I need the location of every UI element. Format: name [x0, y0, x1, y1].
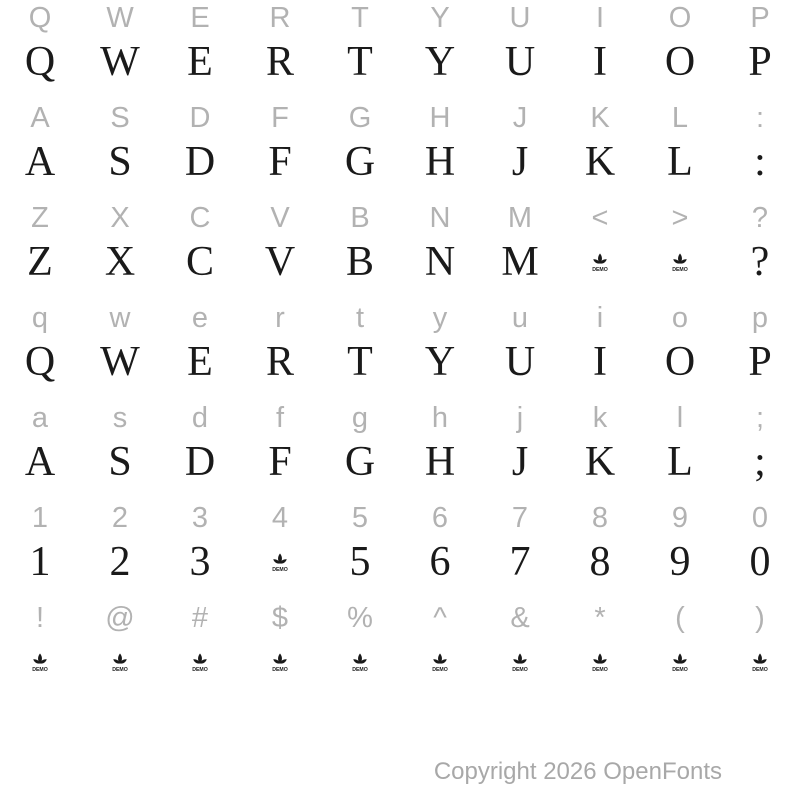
label-char: Y [430, 1, 450, 34]
label-char: F [271, 101, 289, 134]
label-char: I [595, 1, 605, 34]
label-char: D [189, 101, 211, 134]
label-char: P [750, 1, 770, 34]
label-char: p [751, 301, 769, 334]
label-char: j [516, 401, 524, 434]
specimen-char: G [344, 439, 376, 485]
label-char: A [30, 101, 50, 134]
label-char: L [671, 101, 689, 134]
specimen-char-locked [560, 636, 640, 688]
keyboard-label-row [0, 500, 800, 536]
demo-placeholder-glyph [587, 252, 613, 272]
keyboard-label-row [0, 200, 800, 236]
specimen-char: R [265, 339, 294, 385]
label-char: q [31, 301, 49, 334]
label-char: 8 [591, 501, 609, 534]
fleuron-icon [107, 652, 133, 672]
demo-caption: DEMO [672, 267, 688, 272]
specimen-char-locked [640, 636, 720, 688]
label-char: V [270, 201, 290, 234]
label-char: * [594, 601, 606, 634]
demo-caption: DEMO [352, 667, 368, 672]
specimen-char: F [268, 439, 292, 485]
specimen-char-locked [240, 536, 320, 588]
demo-caption: DEMO [272, 667, 288, 672]
label-char: e [191, 301, 209, 334]
specimen-char: R [265, 39, 294, 85]
specimen-glyph-row [0, 636, 800, 688]
specimen-row-pair [0, 500, 800, 600]
label-char: H [429, 101, 451, 134]
specimen-char: U [504, 339, 536, 385]
specimen-row-pair [0, 400, 800, 500]
label-char: a [31, 401, 49, 434]
specimen-char: C [185, 239, 214, 285]
label-char: ) [755, 601, 765, 634]
specimen-char-locked [480, 636, 560, 688]
fleuron-icon [667, 252, 693, 272]
specimen-char: G [344, 139, 376, 185]
specimen-row-pair [0, 100, 800, 200]
label-char: 2 [111, 501, 129, 534]
fleuron-icon [187, 652, 213, 672]
demo-placeholder-glyph [107, 652, 133, 672]
label-char: B [350, 201, 370, 234]
specimen-glyph-row [0, 436, 800, 488]
label-char: s [112, 401, 128, 434]
fleuron-icon [587, 252, 613, 272]
specimen-char: L [667, 139, 693, 185]
label-char: i [596, 301, 604, 334]
specimen-char: E [187, 339, 213, 385]
specimen-char: 7 [509, 539, 531, 585]
specimen-char: B [345, 239, 374, 285]
specimen-char: Y [424, 39, 456, 85]
specimen-row-pair [0, 600, 800, 700]
label-char: y [432, 301, 448, 334]
label-char: T [351, 1, 369, 34]
label-char: k [592, 401, 608, 434]
specimen-char: 0 [749, 539, 771, 585]
fleuron-icon [507, 652, 533, 672]
specimen-char: 9 [669, 539, 691, 585]
keyboard-label-row [0, 300, 800, 336]
specimen-row-pair [0, 300, 800, 400]
demo-placeholder-glyph [587, 652, 613, 672]
specimen-char: Y [424, 339, 456, 385]
label-char: N [429, 201, 451, 234]
fleuron-icon [427, 652, 453, 672]
demo-caption: DEMO [432, 667, 448, 672]
label-char: : [755, 101, 765, 134]
fleuron-icon [667, 652, 693, 672]
specimen-char: F [268, 139, 292, 185]
label-char: l [676, 401, 684, 434]
specimen-char-locked [160, 636, 240, 688]
label-char: & [510, 601, 530, 634]
specimen-char: H [424, 139, 456, 185]
copyright-text: Copyright 2026 OpenFonts [433, 758, 722, 785]
label-char: t [355, 301, 365, 334]
specimen-char: 8 [589, 539, 611, 585]
label-char: u [511, 301, 529, 334]
specimen-char: V [264, 239, 296, 285]
specimen-char: I [593, 339, 607, 385]
label-char: ? [751, 201, 769, 234]
specimen-row-pair [0, 0, 800, 100]
label-char: E [190, 1, 210, 34]
fleuron-icon [27, 652, 53, 672]
label-char: 3 [191, 501, 209, 534]
specimen-glyph-row [0, 136, 800, 188]
fleuron-icon [587, 652, 613, 672]
demo-caption: DEMO [32, 667, 48, 672]
keyboard-label-row [0, 0, 800, 36]
label-char: ! [35, 601, 45, 634]
specimen-char: J [511, 439, 529, 485]
specimen-char: : [754, 139, 766, 185]
specimen-char: I [593, 39, 607, 85]
demo-placeholder-glyph [187, 652, 213, 672]
label-char: W [106, 1, 134, 34]
demo-caption: DEMO [272, 567, 288, 572]
specimen-char: M [501, 239, 539, 285]
specimen-glyph-row [0, 336, 800, 388]
specimen-char-locked [80, 636, 160, 688]
label-char: 6 [431, 501, 449, 534]
label-char: f [275, 401, 285, 434]
specimen-char: J [511, 139, 529, 185]
label-char: J [512, 101, 528, 134]
fleuron-icon [347, 652, 373, 672]
label-char: o [671, 301, 689, 334]
specimen-char: N [424, 239, 456, 285]
specimen-char: 6 [429, 539, 451, 585]
fleuron-icon [267, 552, 293, 572]
specimen-char: W [100, 39, 140, 85]
specimen-char: S [108, 439, 132, 485]
label-char: 9 [671, 501, 689, 534]
specimen-char: ? [750, 239, 770, 285]
demo-placeholder-glyph [747, 652, 773, 672]
demo-caption: DEMO [112, 667, 128, 672]
specimen-char-locked [0, 636, 80, 688]
label-char: w [109, 301, 131, 334]
specimen-char-locked [560, 236, 640, 288]
label-char: 5 [351, 501, 369, 534]
specimen-char: H [424, 439, 456, 485]
demo-caption: DEMO [592, 267, 608, 272]
specimen-char: P [748, 339, 772, 385]
label-char: g [351, 401, 369, 434]
specimen-char: ; [754, 439, 766, 485]
specimen-char: A [24, 139, 56, 185]
keyboard-label-row [0, 100, 800, 136]
specimen-char: T [347, 39, 373, 85]
label-char: Q [28, 1, 52, 34]
keyboard-label-row [0, 400, 800, 436]
specimen-char: O [664, 339, 696, 385]
specimen-char-locked [640, 236, 720, 288]
label-char: @ [105, 601, 135, 634]
specimen-char: S [108, 139, 132, 185]
specimen-char: W [100, 339, 140, 385]
label-char: 4 [271, 501, 289, 534]
label-char: G [348, 101, 372, 134]
demo-placeholder-glyph [507, 652, 533, 672]
demo-placeholder-glyph [267, 652, 293, 672]
specimen-char: A [24, 439, 56, 485]
demo-placeholder-glyph [667, 652, 693, 672]
specimen-char: 5 [349, 539, 371, 585]
specimen-row-pair [0, 200, 800, 300]
specimen-char: 1 [29, 539, 51, 585]
label-char: > [671, 201, 689, 234]
specimen-char: K [584, 139, 616, 185]
specimen-char: U [504, 39, 536, 85]
specimen-char: T [347, 339, 373, 385]
label-char: d [191, 401, 209, 434]
label-char: r [275, 301, 285, 334]
specimen-char: 3 [189, 539, 211, 585]
demo-caption: DEMO [592, 667, 608, 672]
specimen-char: O [664, 39, 696, 85]
label-char: h [431, 401, 449, 434]
label-char: $ [271, 601, 289, 634]
label-char: O [668, 1, 692, 34]
specimen-glyph-row [0, 236, 800, 288]
specimen-char-locked [240, 636, 320, 688]
label-char: U [509, 1, 531, 34]
specimen-char: D [184, 139, 216, 185]
specimen-glyph-row [0, 36, 800, 88]
label-char: 7 [511, 501, 529, 534]
label-char: ^ [433, 601, 447, 634]
label-char: R [269, 1, 291, 34]
demo-placeholder-glyph [427, 652, 453, 672]
label-char: % [347, 601, 373, 634]
label-char: Z [31, 201, 49, 234]
demo-caption: DEMO [192, 667, 208, 672]
specimen-char: Q [24, 39, 56, 85]
specimen-char: E [187, 39, 213, 85]
label-char: 1 [31, 501, 49, 534]
demo-caption: DEMO [672, 667, 688, 672]
label-char: # [191, 601, 209, 634]
label-char: ( [675, 601, 685, 634]
specimen-char: K [584, 439, 616, 485]
specimen-char-locked [720, 636, 800, 688]
specimen-char: 2 [109, 539, 131, 585]
specimen-char: Q [24, 339, 56, 385]
specimen-char-locked [400, 636, 480, 688]
label-char: C [189, 201, 211, 234]
specimen-char: Z [27, 239, 53, 285]
specimen-glyph-row [0, 536, 800, 588]
demo-placeholder-glyph [347, 652, 373, 672]
demo-placeholder-glyph [27, 652, 53, 672]
label-char: < [591, 201, 609, 234]
fleuron-icon [267, 652, 293, 672]
label-char: 0 [751, 501, 769, 534]
label-char: X [110, 201, 130, 234]
specimen-char: D [184, 439, 216, 485]
label-char: S [110, 101, 130, 134]
fleuron-icon [747, 652, 773, 672]
label-char: M [507, 201, 533, 234]
specimen-char: X [104, 239, 136, 285]
demo-placeholder-glyph [267, 552, 293, 572]
label-char: K [590, 101, 610, 134]
specimen-char-locked [320, 636, 400, 688]
label-char: ; [755, 401, 765, 434]
demo-caption: DEMO [512, 667, 528, 672]
keyboard-label-row [0, 600, 800, 636]
specimen-char: L [667, 439, 693, 485]
demo-placeholder-glyph [667, 252, 693, 272]
specimen-char: P [748, 39, 772, 85]
demo-caption: DEMO [752, 667, 768, 672]
